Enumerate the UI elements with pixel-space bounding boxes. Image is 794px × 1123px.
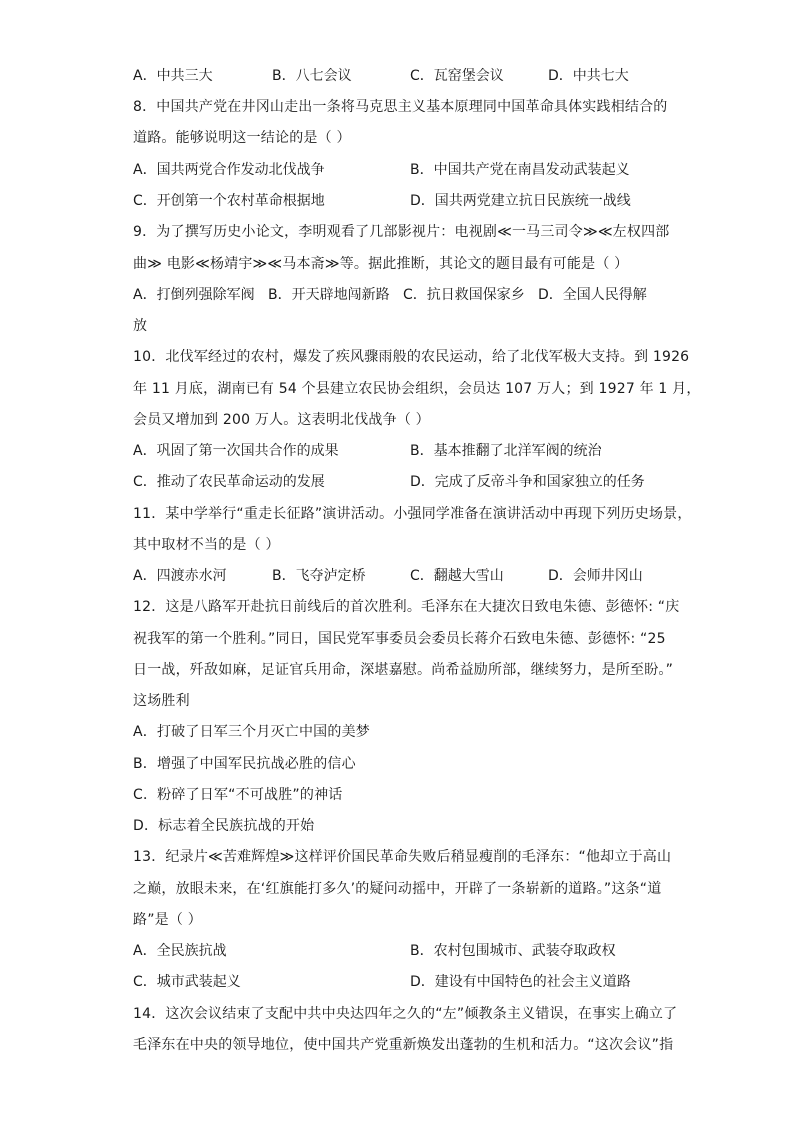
q8-option-a[interactable]: A．国共两党合作发动北伐战争 [133,162,325,178]
q11-option-b[interactable]: B．飞夺泸定桥 [272,568,366,584]
q10-option-c[interactable]: C．推动了农民革命运动的发展 [133,474,325,490]
q9-option-a[interactable]: A．打倒列强除军阀 [133,287,255,303]
q9-option-b[interactable]: B．开天辟地闯新路 [268,287,390,303]
q11-option-a[interactable]: A．四渡赤水河 [133,568,227,584]
q12-option-d[interactable]: D．标志着全民族抗战的开始 [133,818,315,834]
q8-option-b[interactable]: B．中国共产党在南昌发动武装起义 [410,162,630,178]
q9-option-c[interactable]: C．抗日救国保家乡 [403,287,525,303]
q9-option-d-wrap: 放 [133,318,148,334]
q9-option-d[interactable]: D．全国人民得解 [538,287,647,303]
q7-option-b[interactable]: B．八七会议 [272,68,352,84]
q13-stem-line-2: 之巅，放眼未来，在‘红旗能打多久’的疑问动摇中，开辟了一条崭新的道路。”这条“道 [133,881,662,897]
q14-stem-line-2: 毛泽东在中央的领导地位，使中国共产党重新焕发出蓬勃的生机和活力。“这次会议”指 [133,1037,674,1053]
q12-stem-line-1: 12．这是八路军开赴抗日前线后的首次胜利。毛泽东在大捷次日致电朱德、彭德怀: “庆 [133,599,680,615]
q10-stem-line-1: 10．北伐军经过的农村，爆发了疾风骤雨般的农民运动，给了北伐军极大支持。到 1926 [133,349,690,365]
q10-stem-line-2: 年 11 月底，湖南已有 54 个县建立农民协会组织，会员达 107 万人；到 1927 年 1 月， [133,381,701,397]
q8-stem-line-2: 道路。能够说明这一结论的是（ ） [133,130,351,146]
q13-option-a[interactable]: A．全民族抗战 [133,943,227,959]
q10-option-b[interactable]: B．基本推翻了北洋军阀的统治 [410,443,602,459]
q13-stem-line-1: 13．纪录片≪苦难辉煌≫这样评价国民革命失败后稍显瘦削的毛泽东：“他却立于高山 [133,849,672,865]
q14-stem-line-1: 14．这次会议结束了支配中共中央达四年之久的“左”倾教条主义错误，在事实上确立了 [133,1006,678,1022]
q9-stem-line-1: 9．为了撰写历史小论文，李明观看了几部影视片：电视剧≪一马三司令≫≪左权四部 [133,224,670,240]
q13-option-d[interactable]: D．建设有中国特色的社会主义道路 [410,974,631,990]
q12-stem-line-4: 这场胜利 [133,693,190,709]
q11-stem-line-1: 11．某中学举行“重走长征路”演讲活动。小强同学准备在演讲活动中再现下列历史场景， [133,506,692,522]
q9-stem-line-2: 曲≫ 电影≪杨靖宇≫≪马本斋≫等。据此推断，其论文的题目最有可能是（ ） [133,256,629,272]
q10-stem-line-3: 会员又增加到 200 万人。这表明北伐战争（ ） [133,412,430,428]
q13-stem-line-3: 路”是（ ） [133,912,202,928]
q12-option-b[interactable]: B．增强了中国军民抗战必胜的信心 [133,756,356,772]
q12-option-a[interactable]: A．打破了日军三个月灭亡中国的美梦 [133,724,370,740]
q8-option-d[interactable]: D．国共两党建立抗日民族统一战线 [410,193,631,209]
q11-option-d[interactable]: D．会师井冈山 [548,568,643,584]
q10-option-a[interactable]: A．巩固了第一次国共合作的成果 [133,443,339,459]
q8-stem-line-1: 8．中国共产党在井冈山走出一条将马克思主义基本原理同中国革命具体实践相结合的 [133,99,668,115]
q8-option-c[interactable]: C．开创第一个农村革命根据地 [133,193,325,209]
q12-stem-line-2: 祝我军的第一个胜利。”同日，国民党军事委员会委员长蒋介石致电朱德、彭德怀: “25 [133,631,666,647]
q11-option-c[interactable]: C．翻越大雪山 [410,568,504,584]
q13-option-b[interactable]: B．农村包围城市、武装夺取政权 [410,943,616,959]
q7-option-c[interactable]: C．瓦窑堡会议 [410,68,504,84]
q12-stem-line-3: 日一战，歼敌如麻，足证官兵用命，深堪嘉慰。尚希益励所部，继续努力，是所至盼。” [133,662,674,678]
q12-option-c[interactable]: C．粉碎了日军“不可战胜”的神话 [133,787,343,803]
q7-option-a[interactable]: A．中共三大 [133,68,213,84]
q11-stem-line-2: 其中取材不当的是（ ） [133,537,280,553]
q10-option-d[interactable]: D．完成了反帝斗争和国家独立的任务 [410,474,645,490]
q7-option-d[interactable]: D．中共七大 [548,68,629,84]
q13-option-c[interactable]: C．城市武装起义 [133,974,241,990]
